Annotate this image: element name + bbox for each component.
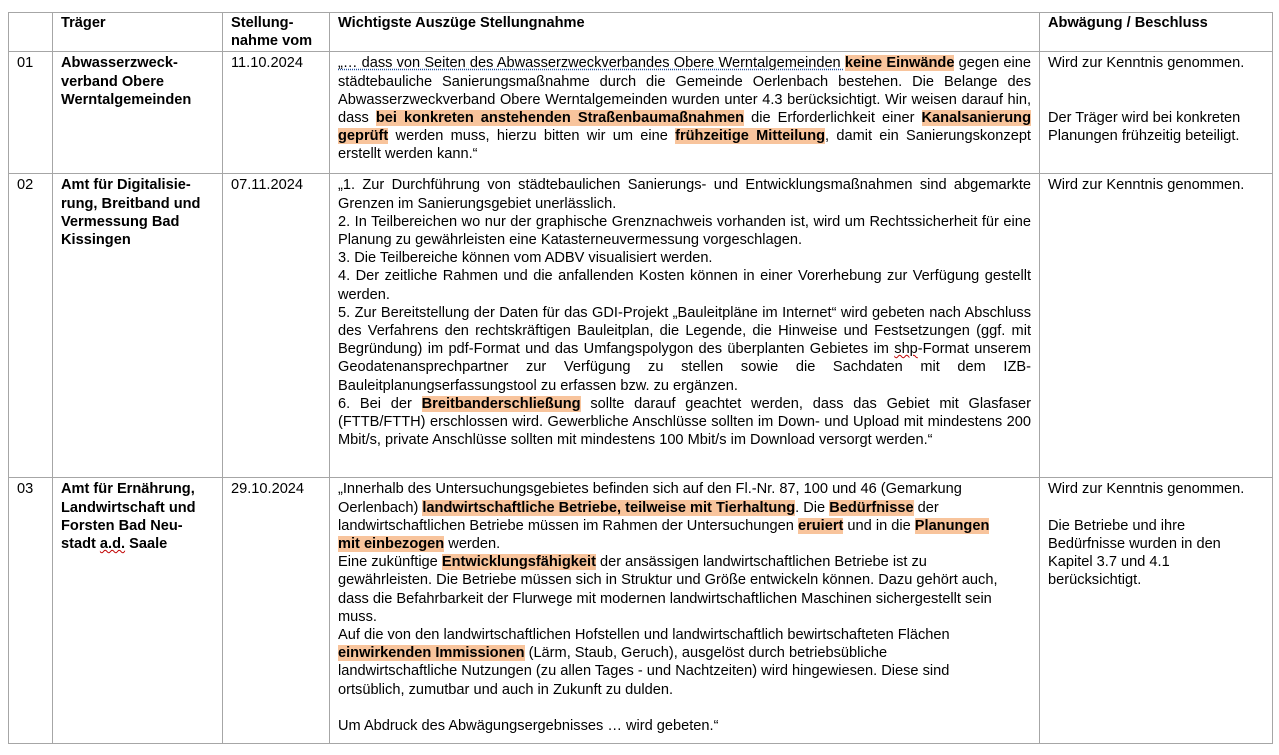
auszug-segment: Eine zukünftige bbox=[338, 554, 442, 571]
auszug-segment: . Die bbox=[795, 499, 830, 516]
auszug-highlight: Bedürfnisse bbox=[829, 499, 914, 516]
auszug-highlight: Planungen mit einbezogen bbox=[338, 517, 990, 553]
row-datum: 11.10.2024 bbox=[223, 52, 330, 174]
auszug-segment: Auf die von den landwirtschaftlichen Hofstellen und landwirtschaftlich bewirtschafteten Flächen bbox=[338, 627, 950, 644]
auszug-paragraph: Um Abdruck des Abwägungsergebnisses … wird gebeten.“ bbox=[338, 718, 719, 735]
row-auszug bbox=[330, 174, 1040, 478]
row-traeger bbox=[53, 478, 223, 744]
auszug-segment: werden muss, hierzu bitten wir um eine bbox=[388, 128, 676, 145]
auszug-highlight: einwirkenden Immissionen bbox=[338, 645, 525, 662]
header-traeger: Träger bbox=[53, 13, 223, 52]
auszug-text bbox=[338, 55, 1031, 162]
abwaegung-text: Wird zur Kenntnis genommen. bbox=[1048, 177, 1245, 194]
auszug-paragraph: 4. Der zeitliche Rahmen und die anfallenden Kosten können in einer Vorerhebung zur Verfügung gestellt werden. bbox=[338, 268, 1031, 303]
abwaegung-text: Der Träger wird bei konkreten Planungen frühzeitig beteiligt. bbox=[1048, 109, 1241, 145]
auszug-paragraph bbox=[338, 626, 1003, 699]
spellcheck-word: a.d. bbox=[99, 536, 126, 553]
auszug-highlight: frühzeitige Mitteilung bbox=[675, 128, 826, 145]
auszug-paragraph bbox=[338, 480, 1003, 553]
auszug-segment: der landwirtschaftlichen Betriebe müssen im Rahmen der Untersuchungen bbox=[338, 499, 939, 534]
row-traeger: Abwasserzweck-verband Obere Werntalgemeinden bbox=[53, 52, 223, 174]
auszug-segment: 6. Bei der bbox=[338, 395, 422, 412]
row-abwaegung bbox=[1040, 174, 1273, 478]
auszug-segment: und in die bbox=[843, 517, 915, 534]
table-header-row bbox=[9, 13, 1273, 52]
header-datum: Stellung-nahme vom bbox=[223, 13, 330, 52]
abwaegung-text: Wird zur Kenntnis genommen. bbox=[1048, 481, 1245, 498]
auszug-segment: -Format unserem Geodatenansprechpartner zur Verfügung zu stellen sowie die Sachdaten mit dem IZB-Bauleitplanungserfassungstool zu erfassen bzw. zu ergänzen. bbox=[338, 341, 1031, 394]
auszug-segment: werden. bbox=[444, 536, 501, 553]
auszug-segment: „Innerhalb des Untersuchungsgebietes befinden sich auf den Fl.-Nr. 87, 100 und 46 (Gemarkung Oerlenbach) bbox=[338, 481, 962, 516]
row-datum: 29.10.2024 bbox=[223, 478, 330, 744]
row-traeger: Amt für Digitalisie-rung, Breitband und Vermessung Bad Kissingen bbox=[53, 174, 223, 478]
auszug-segment: , damit ein Sanierungskonzept erstellt werden kann.“ bbox=[338, 128, 1031, 163]
auszug-highlight: eruiert bbox=[797, 517, 844, 534]
row-nr: 03 bbox=[9, 478, 53, 744]
abwaegung-text: Die Betriebe und ihre Bedürfnisse wurden in den Kapitel 3.7 und 4.1 berücksichtigt. bbox=[1048, 517, 1221, 589]
auszug-paragraph bbox=[338, 395, 1031, 450]
row-abwaegung bbox=[1040, 52, 1273, 174]
auszug-highlight: Kanalsanierung geprüft bbox=[338, 110, 1031, 145]
auszug-paragraph: 2. In Teilbereichen wo nur der graphische Grenznachweis vorhanden ist, wird um Rechtssicherheit für eine Planung zu gewährleisten eine Katasterneuvermessung vorgeschlagen. bbox=[338, 213, 1031, 249]
auszug-highlight: Entwicklungsfähigkeit bbox=[441, 554, 596, 571]
auszug-paragraph: „1. Zur Durchführung von städtebaulichen Sanierungs- und Entwicklungsmaßnahmen sind abgemarkte Grenzen im Sanierungsgebiet unerlässlich. bbox=[338, 177, 1031, 212]
header-abwaegung: Abwägung / Beschluss bbox=[1040, 13, 1273, 52]
auszug-highlight: bei konkreten anstehenden Straßenbaumaßnahmen bbox=[375, 110, 745, 127]
table-row bbox=[9, 52, 1273, 174]
auszug-paragraph bbox=[338, 553, 1003, 626]
auszug-segment: (Lärm, Staub, Geruch), ausgelöst durch betriebsübliche landwirtschaftliche Nutzungen (zu allen Tages - und Nachtzeiten) wird hingewiesen. Diese sind ortsüblich, zumutbar und auch in Zukunft zu dulden. bbox=[338, 645, 950, 698]
auszug-highlight: keine Einwände bbox=[844, 55, 955, 72]
stellungnahmen-table bbox=[8, 12, 1273, 744]
row-abwaegung bbox=[1040, 478, 1273, 744]
auszug-segment: 5. Zur Bereitstellung der Daten für das GDI-Projekt „Bauleitpläne im Internet“ wird gebeten nach Abschluss des Verfahrens den rechtskräftigen Bauleitplan, die Legende, die Hinweise und Festsetzungen (ggf. mit Begründung) im pdf-Format und das Umfangspolygon des überplanten Gebietes im bbox=[338, 304, 1031, 358]
auszug-highlight: Breitbanderschließung bbox=[421, 395, 581, 412]
table-row bbox=[9, 174, 1273, 478]
row-nr: 01 bbox=[9, 52, 53, 174]
auszug-paragraph bbox=[338, 304, 1031, 395]
row-auszug bbox=[330, 478, 1040, 744]
header-nr bbox=[9, 13, 53, 52]
table-row bbox=[9, 478, 1273, 744]
traeger-segment: Saale bbox=[125, 536, 168, 553]
row-datum: 07.11.2024 bbox=[223, 174, 330, 478]
abwaegung-text: Wird zur Kenntnis genommen. bbox=[1048, 55, 1245, 72]
auszug-segment: die Erforderlichkeit einer bbox=[744, 110, 922, 127]
auszug-paragraph: 3. Die Teilbereiche können vom ADBV visualisiert werden. bbox=[338, 250, 713, 267]
auszug-highlight: landwirtschaftliche Betriebe, teilweise mit Tierhaltung bbox=[422, 499, 796, 516]
spellcheck-word: shp bbox=[894, 341, 918, 358]
traeger-segment: Amt für Ernährung, Landwirtschaft und Forsten Bad Neu-stadt bbox=[61, 481, 196, 553]
auszug-segment: gegen eine städtebauliche Sanierungsmaßnahme durch die Gemeinde Oerlenbach bestehen. Die Belange des Abwasserzweckverband Obere Werntalgemeinden wurden unter 4.3 berücksichtigt. Wir weisen darauf hin, dass bbox=[338, 55, 1031, 127]
row-auszug bbox=[330, 52, 1040, 174]
auszug-segment: der ansässigen landwirtschaftlichen Betriebe ist zu gewährleisten. Die Betriebe müssen sich in Struktur und Größe entwickeln können. Dazu gehört auch, dass die Befahrbarkeit der Flurwege mit modernen landwirtschaftlichen Maschinen sichergestellt sein muss. bbox=[338, 554, 998, 625]
auszug-segment: sollte darauf geachtet werden, dass das Gebiet mit Glasfaser (FTTB/FTTH) erschlossen wird. Gewerbliche Anschlüsse sollten im Down- und Upload mit mindestens 200 Mbit/s, private Anschlüsse sollten mit mindestens 100 Mbit/s im Download versorgt werden.“ bbox=[338, 395, 1031, 449]
header-auszug: Wichtigste Auszüge Stellungnahme bbox=[330, 13, 1040, 52]
row-nr: 02 bbox=[9, 174, 53, 478]
auszug-segment: „… dass von Seiten des Abwasserzweckverbandes Obere Werntalgemeinden bbox=[338, 55, 845, 72]
